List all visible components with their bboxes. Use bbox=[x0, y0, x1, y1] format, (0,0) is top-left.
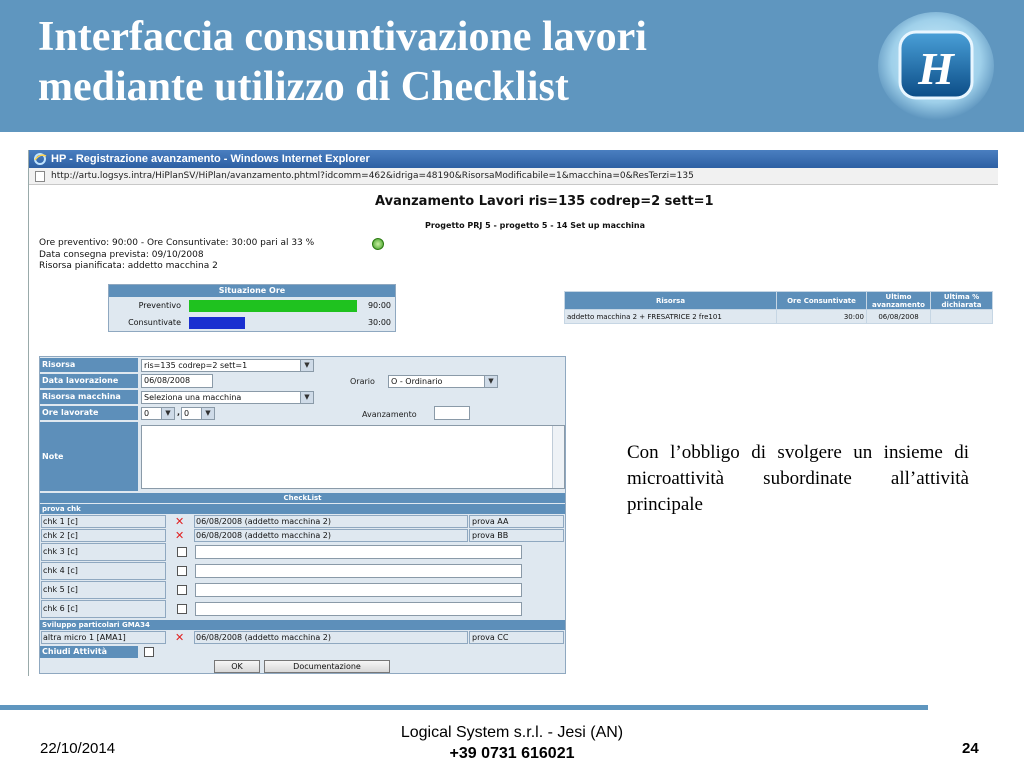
chiudi-checkbox[interactable] bbox=[144, 647, 154, 657]
company-logo-icon bbox=[876, 10, 996, 122]
checklist-item-tag: prova CC bbox=[469, 631, 564, 644]
hours-row-label: Consuntivate bbox=[128, 318, 181, 327]
chevron-down-icon: ▼ bbox=[300, 360, 313, 371]
hours-situation-panel bbox=[108, 284, 396, 332]
chevron-down-icon: ▼ bbox=[201, 408, 214, 419]
hours-row bbox=[109, 297, 395, 314]
checklist-item-name: altra micro 1 [AMA1] bbox=[41, 631, 166, 644]
list-item bbox=[40, 581, 565, 599]
page-heading: Avanzamento Lavori ris=135 codrep=2 sett=1 bbox=[375, 194, 714, 209]
data-label: Data lavorazione bbox=[40, 374, 138, 388]
col-ultimo-avanzamento: Ultimo avanzamento bbox=[867, 292, 931, 310]
chevron-down-icon: ▼ bbox=[484, 376, 497, 387]
macchina-select[interactable] bbox=[141, 391, 314, 404]
note-label: Note bbox=[40, 422, 138, 491]
col-risorsa: Risorsa bbox=[565, 292, 777, 310]
checklist-item-info: 06/08/2008 (addetto macchina 2) bbox=[194, 631, 468, 644]
note-scrollbar[interactable] bbox=[552, 426, 564, 488]
checklist-note-input[interactable] bbox=[195, 583, 522, 597]
close-icon[interactable]: ✕ bbox=[175, 631, 185, 644]
orario-label: Orario bbox=[350, 377, 375, 386]
checklist-group-prova: prova chk bbox=[40, 504, 565, 514]
macchina-label: Risorsa macchina bbox=[40, 390, 138, 404]
note-textarea[interactable] bbox=[141, 425, 565, 489]
page-number: 24 bbox=[962, 740, 979, 757]
hours-row-label: Preventivo bbox=[138, 301, 181, 310]
info-delivery-date: Data consegna prevista: 09/10/2008 bbox=[39, 250, 204, 260]
checklist-item-name: chk 5 [c] bbox=[41, 581, 166, 599]
title-band bbox=[0, 0, 1024, 132]
address-bar[interactable] bbox=[29, 168, 998, 185]
checklist-note-input[interactable] bbox=[195, 564, 522, 578]
footer-company-name: Logical System s.r.l. - Jesi (AN) bbox=[400, 724, 624, 741]
address-url[interactable]: http://artu.logsys.intra/HiPlanSV/HiPlan/avanzamento.phtml?idcomm=462&idriga=48190&RisorsaModificabile=1&macchina=0&ResTerzi=135 bbox=[51, 171, 694, 181]
close-icon[interactable]: ✕ bbox=[175, 515, 185, 528]
risorsa-select-value: ris=135 codrep=2 sett=1 bbox=[144, 361, 248, 370]
progress-form bbox=[39, 356, 566, 674]
checklist-note-input[interactable] bbox=[195, 602, 522, 616]
browser-title: HP - Registrazione avanzamento - Windows Internet Explorer bbox=[51, 153, 370, 165]
slide-title-line2: mediante utilizzo di Checklist bbox=[38, 64, 569, 110]
page-subheading: Progetto PRJ 5 - progetto 5 - 14 Set up macchina bbox=[425, 221, 646, 230]
col-ultima-percentuale: Ultima % dichiarata bbox=[931, 292, 993, 310]
cell-ore: 30:00 bbox=[777, 310, 867, 324]
checklist-checkbox[interactable] bbox=[177, 547, 187, 557]
slide-title bbox=[38, 12, 838, 112]
footer-divider bbox=[0, 705, 928, 710]
page-icon bbox=[35, 171, 45, 182]
list-item bbox=[40, 562, 565, 580]
data-lavorazione-input[interactable]: 06/08/2008 bbox=[141, 374, 213, 388]
checklist-item-tag: prova BB bbox=[469, 529, 564, 542]
ore-label: Ore lavorate bbox=[40, 406, 138, 420]
checklist-checkbox[interactable] bbox=[177, 585, 187, 595]
footer-phone: +39 0731 616021 bbox=[449, 745, 575, 762]
orario-select-value: O - Ordinario bbox=[391, 377, 443, 386]
list-item bbox=[40, 543, 565, 561]
resource-table bbox=[564, 291, 993, 324]
checklist-item-name: chk 3 [c] bbox=[41, 543, 166, 561]
chiudi-label: Chiudi Attività bbox=[40, 646, 138, 658]
documentazione-button[interactable]: Documentazione bbox=[264, 660, 390, 673]
browser-window bbox=[28, 150, 997, 676]
table-row bbox=[565, 310, 993, 324]
ore-hours-select[interactable] bbox=[141, 407, 175, 420]
avanzamento-input[interactable] bbox=[434, 406, 470, 420]
slide-title-line1: Interfaccia consuntivazione lavori bbox=[38, 14, 647, 60]
ore-separator: , bbox=[177, 408, 181, 417]
footer-date: 22/10/2014 bbox=[40, 740, 116, 757]
chevron-down-icon: ▼ bbox=[300, 392, 313, 403]
risorsa-label: Risorsa bbox=[40, 358, 138, 372]
list-item bbox=[40, 529, 565, 542]
hours-bar-consuntivate bbox=[189, 317, 245, 329]
hours-row-value: 30:00 bbox=[367, 318, 391, 327]
hours-row-value: 90:00 bbox=[367, 301, 391, 310]
cell-risorsa: addetto macchina 2 + FRESATRICE 2 fre101 bbox=[565, 310, 777, 324]
checklist-item-name: chk 6 [c] bbox=[41, 600, 166, 618]
checklist-header: CheckList bbox=[40, 493, 565, 503]
ore-minutes-value: 0 bbox=[184, 409, 190, 418]
hours-bar-preventivo bbox=[189, 300, 357, 312]
info-hours: Ore preventivo: 90:00 - Ore Consuntivate: 30:00 pari al 33 % bbox=[39, 238, 315, 248]
internet-explorer-icon bbox=[33, 152, 47, 166]
checklist-item-info: 06/08/2008 (addetto macchina 2) bbox=[194, 529, 468, 542]
macchina-select-value: Seleziona una macchina bbox=[144, 393, 242, 402]
avanzamento-label: Avanzamento bbox=[362, 410, 417, 419]
checklist-item-name: chk 4 [c] bbox=[41, 562, 166, 580]
ore-minutes-select[interactable] bbox=[181, 407, 215, 420]
col-ore-consuntivate: Ore Consuntivate bbox=[777, 292, 867, 310]
chevron-down-icon: ▼ bbox=[161, 408, 174, 419]
checklist-item-name: chk 2 [c] bbox=[41, 529, 166, 542]
list-item bbox=[40, 631, 565, 644]
orario-select[interactable] bbox=[388, 375, 498, 388]
svg-text:H: H bbox=[918, 43, 954, 94]
checklist-note-input[interactable] bbox=[195, 545, 522, 559]
list-item bbox=[40, 600, 565, 618]
cell-ultima-percentuale bbox=[931, 310, 993, 324]
footer-company bbox=[312, 722, 712, 764]
checklist-item-name: chk 1 [c] bbox=[41, 515, 166, 528]
hours-situation-header: Situazione Ore bbox=[109, 285, 395, 297]
ore-hours-value: 0 bbox=[144, 409, 150, 418]
browser-titlebar bbox=[29, 150, 998, 168]
checklist-item-tag: prova AA bbox=[469, 515, 564, 528]
close-icon[interactable]: ✕ bbox=[175, 529, 185, 542]
checklist-checkbox[interactable] bbox=[177, 604, 187, 614]
hours-row bbox=[109, 314, 395, 331]
info-planned-resource: Risorsa pianificata: addetto macchina 2 bbox=[39, 261, 218, 271]
side-description: Con l’obbligo di svolgere un insieme di microattività subordinate all’attività principale bbox=[627, 442, 969, 515]
ok-button[interactable]: OK bbox=[214, 660, 260, 673]
checklist-item-info: 06/08/2008 (addetto macchina 2) bbox=[194, 515, 468, 528]
refresh-icon[interactable] bbox=[372, 238, 384, 250]
checklist-group-gma34: Sviluppo particolari GMA34 bbox=[40, 620, 565, 630]
list-item bbox=[40, 515, 565, 528]
checklist-checkbox[interactable] bbox=[177, 566, 187, 576]
cell-ultimo-avanzamento: 06/08/2008 bbox=[867, 310, 931, 324]
risorsa-select[interactable] bbox=[141, 359, 314, 372]
